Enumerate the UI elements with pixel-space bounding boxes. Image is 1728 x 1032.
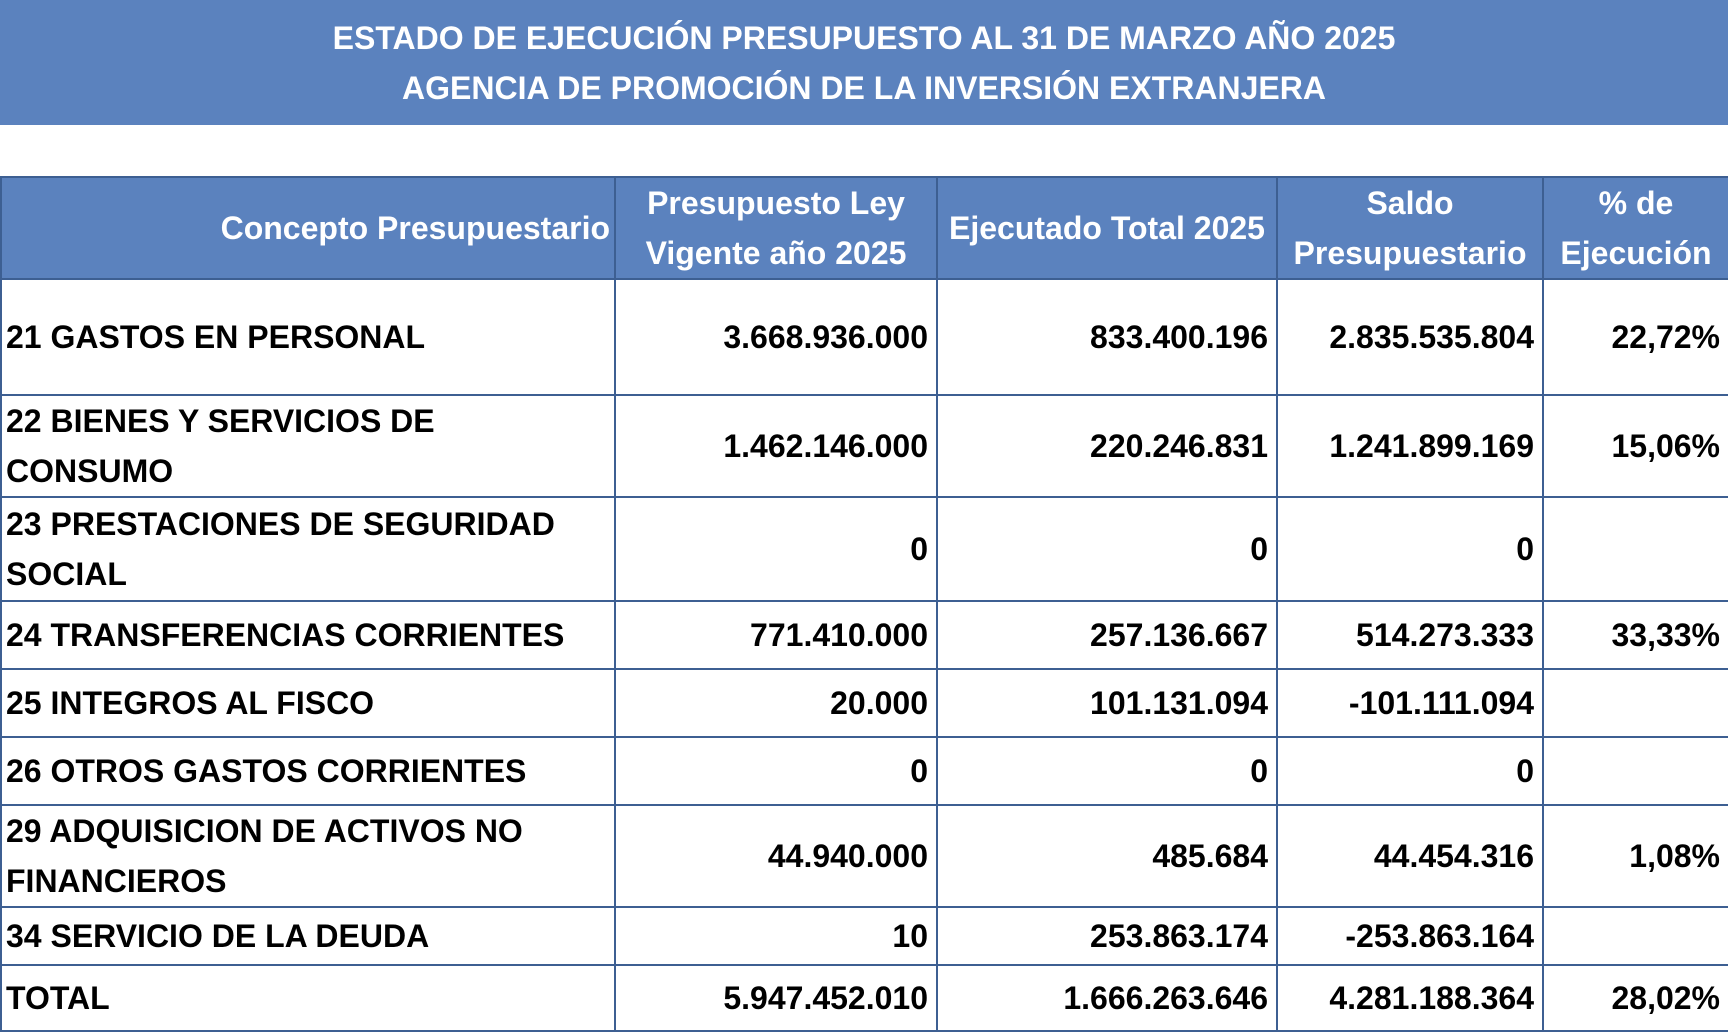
total-row — [1, 965, 1728, 1031]
cell-ejecutado: 253.863.174 — [937, 907, 1277, 965]
cell-concepto: 26 OTROS GASTOS CORRIENTES — [1, 737, 615, 805]
cell-ejecutado: 485.684 — [937, 805, 1277, 907]
cell-saldo: 44.454.316 — [1277, 805, 1543, 907]
cell-presupuesto: 771.410.000 — [615, 601, 937, 669]
table-row — [1, 601, 1728, 669]
cell-presupuesto: 44.940.000 — [615, 805, 937, 907]
cell-presupuesto: 0 — [615, 497, 937, 601]
header-concepto: Concepto Presupuestario — [1, 177, 615, 279]
header-porcentaje: % de Ejecución — [1543, 177, 1728, 279]
cell-presupuesto: 3.668.936.000 — [615, 279, 937, 395]
cell-porcentaje — [1543, 669, 1728, 737]
table-row — [1, 497, 1728, 601]
cell-concepto: 22 BIENES Y SERVICIOS DE CONSUMO — [1, 395, 615, 497]
cell-concepto: TOTAL — [1, 965, 615, 1031]
cell-presupuesto: 1.462.146.000 — [615, 395, 937, 497]
table-row — [1, 669, 1728, 737]
cell-porcentaje — [1543, 907, 1728, 965]
cell-porcentaje — [1543, 737, 1728, 805]
table-row — [1, 907, 1728, 965]
cell-saldo: 1.241.899.169 — [1277, 395, 1543, 497]
cell-saldo: 514.273.333 — [1277, 601, 1543, 669]
header-saldo: Saldo Presupuestario — [1277, 177, 1543, 279]
cell-porcentaje: 15,06% — [1543, 395, 1728, 497]
cell-saldo: -101.111.094 — [1277, 669, 1543, 737]
cell-saldo: 4.281.188.364 — [1277, 965, 1543, 1031]
table-row — [1, 805, 1728, 907]
cell-ejecutado: 101.131.094 — [937, 669, 1277, 737]
cell-ejecutado: 257.136.667 — [937, 601, 1277, 669]
cell-ejecutado: 0 — [937, 737, 1277, 805]
cell-concepto: 34 SERVICIO DE LA DEUDA — [1, 907, 615, 965]
cell-porcentaje: 1,08% — [1543, 805, 1728, 907]
table-row — [1, 279, 1728, 395]
cell-concepto: 25 INTEGROS AL FISCO — [1, 669, 615, 737]
cell-saldo: 2.835.535.804 — [1277, 279, 1543, 395]
table-row — [1, 395, 1728, 497]
title-banner — [0, 0, 1728, 125]
cell-presupuesto: 0 — [615, 737, 937, 805]
cell-saldo: -253.863.164 — [1277, 907, 1543, 965]
cell-ejecutado: 833.400.196 — [937, 279, 1277, 395]
table-row — [1, 737, 1728, 805]
cell-saldo: 0 — [1277, 737, 1543, 805]
cell-presupuesto: 5.947.452.010 — [615, 965, 937, 1031]
report-title: ESTADO DE EJECUCIÓN PRESUPUESTO AL 31 DE MARZO AÑO 2025 — [332, 19, 1396, 56]
cell-concepto: 29 ADQUISICION DE ACTIVOS NO FINANCIEROS — [1, 805, 615, 907]
budget-table — [0, 176, 1728, 1032]
agency-name: AGENCIA DE PROMOCIÓN DE LA INVERSIÓN EXTRANJERA — [402, 69, 1326, 106]
cell-porcentaje: 22,72% — [1543, 279, 1728, 395]
header-presupuesto: Presupuesto Ley Vigente año 2025 — [615, 177, 937, 279]
cell-concepto: 24 TRANSFERENCIAS CORRIENTES — [1, 601, 615, 669]
cell-ejecutado: 1.666.263.646 — [937, 965, 1277, 1031]
header-row — [1, 177, 1728, 279]
cell-porcentaje — [1543, 497, 1728, 601]
cell-presupuesto: 10 — [615, 907, 937, 965]
cell-concepto: 21 GASTOS EN PERSONAL — [1, 279, 615, 395]
header-ejecutado: Ejecutado Total 2025 — [937, 177, 1277, 279]
cell-presupuesto: 20.000 — [615, 669, 937, 737]
cell-ejecutado: 220.246.831 — [937, 395, 1277, 497]
cell-saldo: 0 — [1277, 497, 1543, 601]
cell-porcentaje: 28,02% — [1543, 965, 1728, 1031]
cell-porcentaje: 33,33% — [1543, 601, 1728, 669]
cell-concepto: 23 PRESTACIONES DE SEGURIDAD SOCIAL — [1, 497, 615, 601]
cell-ejecutado: 0 — [937, 497, 1277, 601]
